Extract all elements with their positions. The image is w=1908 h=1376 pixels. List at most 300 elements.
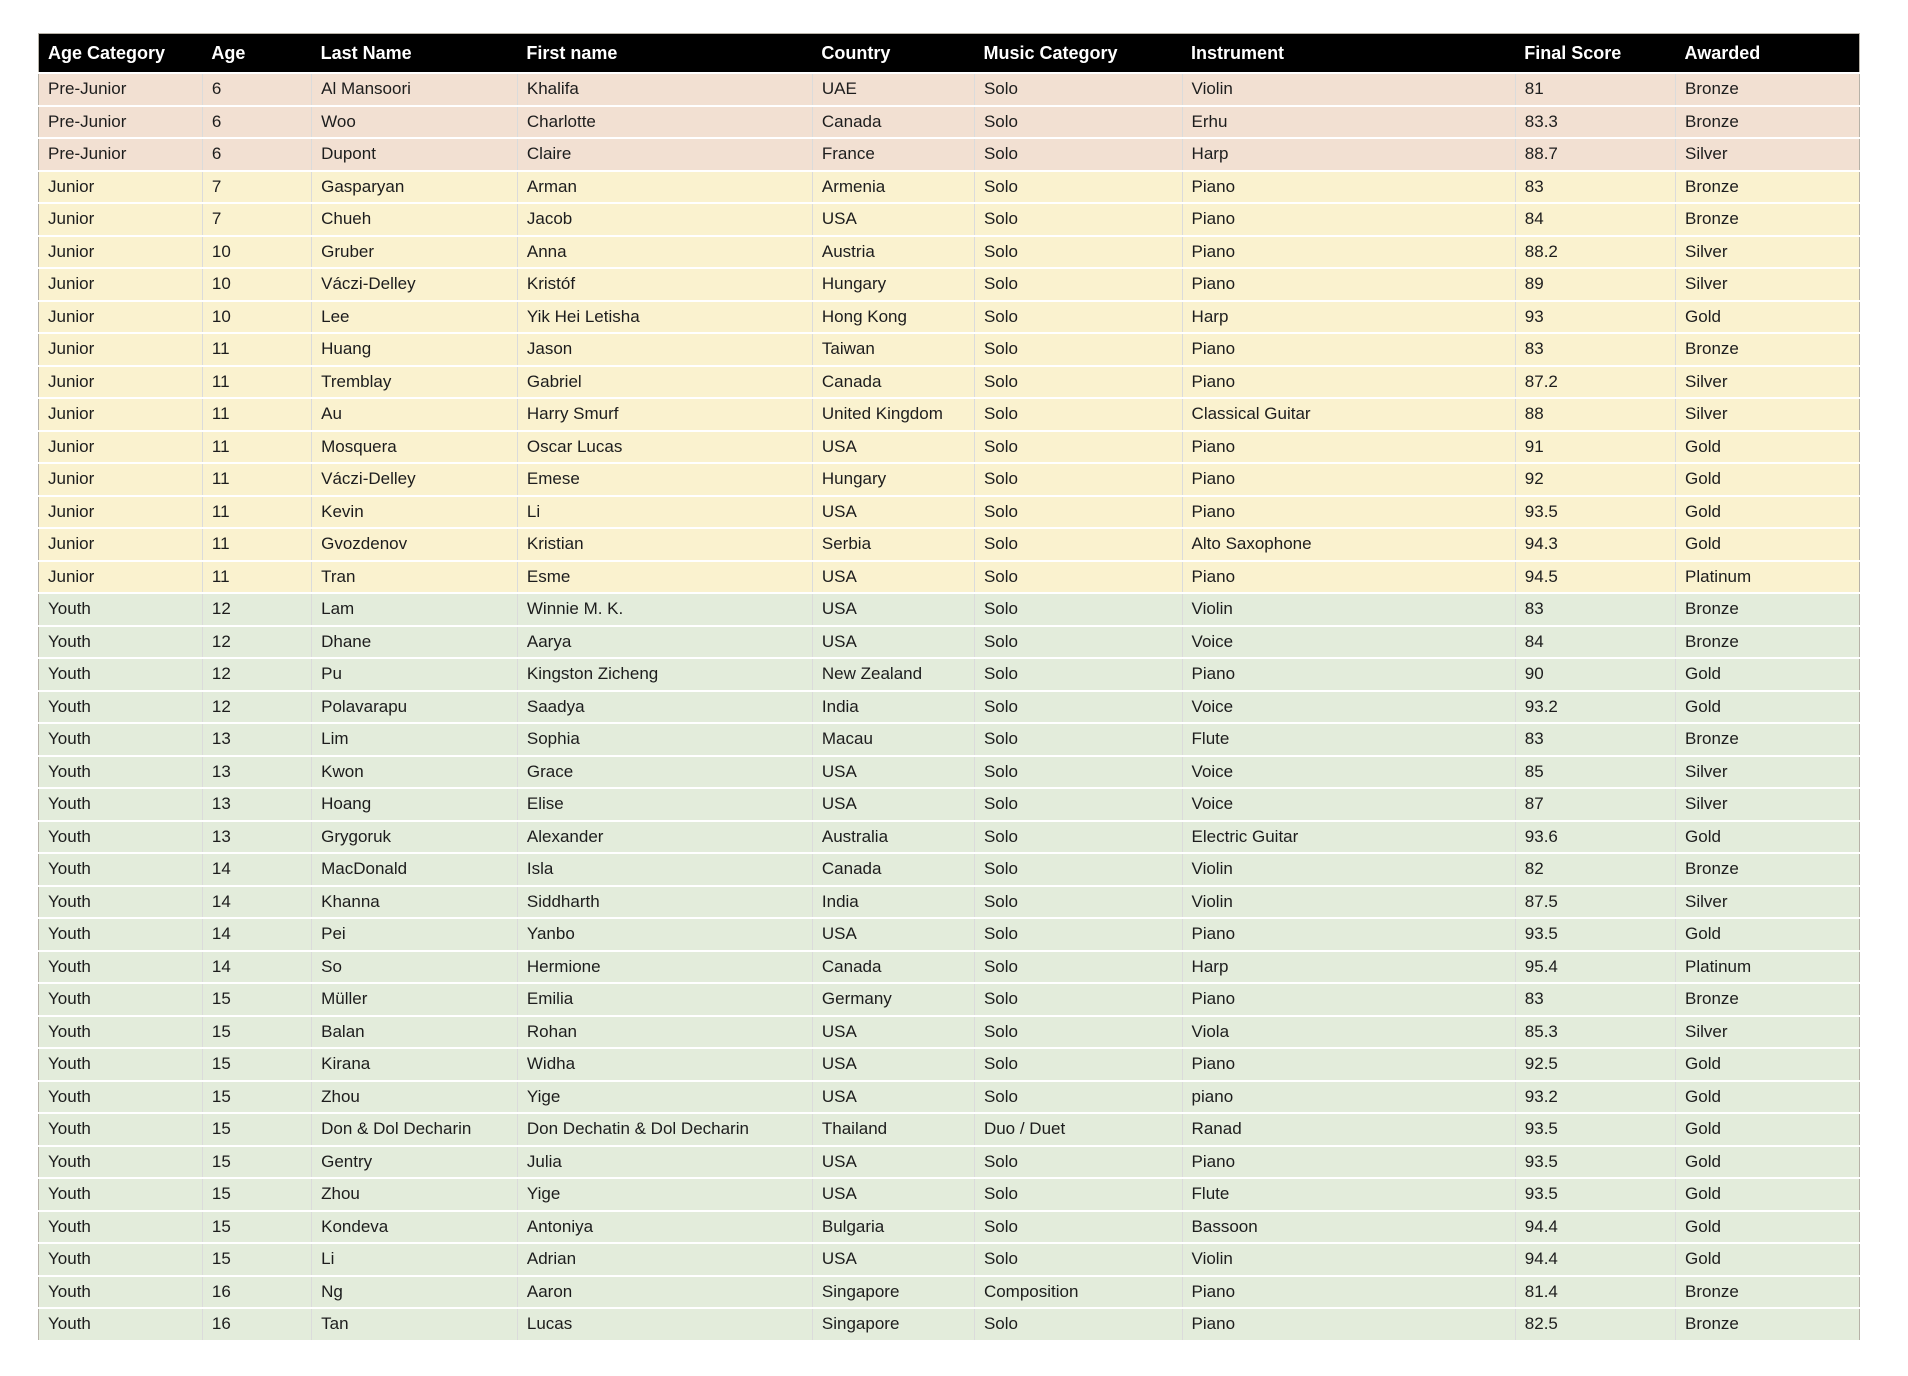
table-cell: 14 (202, 886, 311, 919)
table-row (39, 691, 1860, 724)
table-cell: Youth (39, 918, 203, 951)
table-cell: 15 (202, 1146, 311, 1179)
table-cell: Youth (39, 1016, 203, 1049)
table-cell: Li (517, 496, 812, 529)
table-row (39, 1178, 1860, 1211)
table-cell: Woo (312, 106, 518, 139)
table-cell: USA (812, 431, 974, 464)
table-cell: 10 (202, 236, 311, 269)
table-cell: Tan (312, 1308, 518, 1341)
table-cell: Silver (1676, 1016, 1860, 1049)
table-cell: Gold (1676, 1178, 1860, 1211)
table-cell: Composition (974, 1276, 1182, 1309)
table-cell: UAE (812, 73, 974, 106)
table-cell: Khalifa (517, 73, 812, 106)
table-cell: USA (812, 496, 974, 529)
table-cell: Gold (1676, 431, 1860, 464)
table-cell: Harp (1182, 138, 1515, 171)
table-cell: 11 (202, 463, 311, 496)
table-row (39, 106, 1860, 139)
table-cell: 90 (1515, 658, 1675, 691)
table-cell: 6 (202, 106, 311, 139)
table-cell: Antoniya (517, 1211, 812, 1244)
table-cell: Solo (974, 723, 1182, 756)
table-cell: Youth (39, 1276, 203, 1309)
table-row (39, 138, 1860, 171)
table-row (39, 821, 1860, 854)
table-cell: Solo (974, 301, 1182, 334)
table-cell: 94.4 (1515, 1243, 1675, 1276)
table-cell: Harp (1182, 301, 1515, 334)
table-cell: India (812, 691, 974, 724)
table-cell: Piano (1182, 1276, 1515, 1309)
table-cell: Youth (39, 1211, 203, 1244)
table-cell: 93.5 (1515, 1113, 1675, 1146)
table-cell: Gold (1676, 301, 1860, 334)
table-cell: Pre-Junior (39, 73, 203, 106)
table-cell: 15 (202, 1243, 311, 1276)
table-cell: Solo (974, 431, 1182, 464)
column-header-country: Country (812, 34, 974, 74)
table-cell: Solo (974, 1308, 1182, 1341)
table-cell: Kristóf (517, 268, 812, 301)
table-cell: 82.5 (1515, 1308, 1675, 1341)
table-row (39, 203, 1860, 236)
table-cell: Huang (312, 333, 518, 366)
table-cell: Piano (1182, 268, 1515, 301)
table-cell: 93.5 (1515, 1178, 1675, 1211)
table-cell: 88 (1515, 398, 1675, 431)
table-cell: Ranad (1182, 1113, 1515, 1146)
table-cell: Harry Smurf (517, 398, 812, 431)
table-cell: Junior (39, 333, 203, 366)
table-cell: Oscar Lucas (517, 431, 812, 464)
table-cell: Dupont (312, 138, 518, 171)
table-cell: Piano (1182, 1048, 1515, 1081)
table-cell: USA (812, 918, 974, 951)
table-cell: Grace (517, 756, 812, 789)
table-cell: 11 (202, 333, 311, 366)
table-cell: Solo (974, 1178, 1182, 1211)
table-cell: 81 (1515, 73, 1675, 106)
table-cell: Piano (1182, 918, 1515, 951)
table-cell: Voice (1182, 756, 1515, 789)
table-cell: Pre-Junior (39, 138, 203, 171)
table-cell: 83 (1515, 983, 1675, 1016)
table-cell: 15 (202, 1016, 311, 1049)
table-cell: Hoang (312, 788, 518, 821)
table-cell: Solo (974, 821, 1182, 854)
table-cell: Bronze (1676, 106, 1860, 139)
table-cell: Solo (974, 496, 1182, 529)
table-cell: Don Dechatin & Dol Decharin (517, 1113, 812, 1146)
table-cell: USA (812, 1243, 974, 1276)
table-cell: Bronze (1676, 1308, 1860, 1341)
table-cell: Aarya (517, 626, 812, 659)
table-cell: Voice (1182, 788, 1515, 821)
table-row (39, 788, 1860, 821)
column-header-music-category: Music Category (974, 34, 1182, 74)
table-cell: Bassoon (1182, 1211, 1515, 1244)
table-cell: 94.4 (1515, 1211, 1675, 1244)
table-cell: Violin (1182, 73, 1515, 106)
table-cell: Bronze (1676, 723, 1860, 756)
table-cell: Junior (39, 366, 203, 399)
table-cell: Singapore (812, 1308, 974, 1341)
table-cell: Bronze (1676, 626, 1860, 659)
table-cell: Mosquera (312, 431, 518, 464)
table-cell: 87.5 (1515, 886, 1675, 919)
table-cell: Silver (1676, 366, 1860, 399)
column-header-last-name: Last Name (312, 34, 518, 74)
table-cell: Pu (312, 658, 518, 691)
table-cell: Gentry (312, 1146, 518, 1179)
table-cell: Erhu (1182, 106, 1515, 139)
table-cell: Bronze (1676, 203, 1860, 236)
header-row (39, 34, 1860, 74)
table-cell: Platinum (1676, 951, 1860, 984)
table-cell: 13 (202, 821, 311, 854)
table-cell: Solo (974, 1081, 1182, 1114)
table-cell: Pre-Junior (39, 106, 203, 139)
table-cell: Váczi-Delley (312, 463, 518, 496)
table-row (39, 236, 1860, 269)
table-cell: Junior (39, 528, 203, 561)
table-header (39, 34, 1860, 74)
table-cell: 15 (202, 1178, 311, 1211)
table-row (39, 983, 1860, 1016)
table-cell: 88.2 (1515, 236, 1675, 269)
table-cell: Bronze (1676, 171, 1860, 204)
table-cell: 16 (202, 1308, 311, 1341)
table-cell: Austria (812, 236, 974, 269)
table-cell: Kondeva (312, 1211, 518, 1244)
table-cell: 11 (202, 528, 311, 561)
table-cell: Solo (974, 106, 1182, 139)
table-cell: 15 (202, 1081, 311, 1114)
table-cell: 11 (202, 496, 311, 529)
table-cell: 12 (202, 593, 311, 626)
column-header-age: Age (202, 34, 311, 74)
table-cell: Platinum (1676, 561, 1860, 594)
table-row (39, 1048, 1860, 1081)
table-cell: 10 (202, 268, 311, 301)
table-cell: Gold (1676, 1211, 1860, 1244)
table-cell: Youth (39, 886, 203, 919)
table-cell: Pei (312, 918, 518, 951)
table-cell: Müller (312, 983, 518, 1016)
table-cell: Australia (812, 821, 974, 854)
column-header-final-score: Final Score (1515, 34, 1675, 74)
table-cell: Yige (517, 1081, 812, 1114)
table-cell: Piano (1182, 658, 1515, 691)
table-cell: Elise (517, 788, 812, 821)
table-cell: Germany (812, 983, 974, 1016)
table-cell: Gold (1676, 1113, 1860, 1146)
table-cell: Solo (974, 73, 1182, 106)
table-cell: Julia (517, 1146, 812, 1179)
table-cell: Silver (1676, 268, 1860, 301)
table-cell: Youth (39, 951, 203, 984)
table-cell: Piano (1182, 333, 1515, 366)
table-row (39, 951, 1860, 984)
table-cell: Junior (39, 203, 203, 236)
table-row (39, 658, 1860, 691)
table-cell: 15 (202, 1211, 311, 1244)
table-cell: 15 (202, 1113, 311, 1146)
table-row (39, 463, 1860, 496)
table-cell: Voice (1182, 691, 1515, 724)
table-cell: Solo (974, 463, 1182, 496)
table-cell: Alexander (517, 821, 812, 854)
table-row (39, 73, 1860, 106)
table-cell: Dhane (312, 626, 518, 659)
table-cell: Classical Guitar (1182, 398, 1515, 431)
table-cell: Kevin (312, 496, 518, 529)
table-cell: 14 (202, 918, 311, 951)
table-cell: Saadya (517, 691, 812, 724)
table-cell: Yanbo (517, 918, 812, 951)
table-cell: Voice (1182, 626, 1515, 659)
table-cell: USA (812, 1178, 974, 1211)
table-cell: Bronze (1676, 983, 1860, 1016)
table-cell: USA (812, 1081, 974, 1114)
table-cell: Armenia (812, 171, 974, 204)
table-cell: Solo (974, 626, 1182, 659)
table-cell: Polavarapu (312, 691, 518, 724)
table-cell: Lam (312, 593, 518, 626)
table-cell: Gasparyan (312, 171, 518, 204)
table-cell: MacDonald (312, 853, 518, 886)
table-cell: Junior (39, 561, 203, 594)
table-row (39, 918, 1860, 951)
table-cell: Bronze (1676, 593, 1860, 626)
table-cell: Solo (974, 203, 1182, 236)
table-cell: 83.3 (1515, 106, 1675, 139)
table-cell: Piano (1182, 1308, 1515, 1341)
table-cell: 7 (202, 171, 311, 204)
table-cell: United Kingdom (812, 398, 974, 431)
table-cell: USA (812, 203, 974, 236)
table-cell: France (812, 138, 974, 171)
table-cell: Solo (974, 658, 1182, 691)
table-cell: Youth (39, 756, 203, 789)
table-cell: Youth (39, 1308, 203, 1341)
table-cell: Isla (517, 853, 812, 886)
table-cell: Solo (974, 1048, 1182, 1081)
table-cell: Silver (1676, 886, 1860, 919)
table-cell: 11 (202, 431, 311, 464)
table-cell: USA (812, 756, 974, 789)
table-cell: USA (812, 593, 974, 626)
table-cell: 84 (1515, 203, 1675, 236)
table-cell: Junior (39, 463, 203, 496)
table-cell: Youth (39, 1113, 203, 1146)
table-cell: Piano (1182, 561, 1515, 594)
table-cell: Tran (312, 561, 518, 594)
table-row (39, 1016, 1860, 1049)
table-cell: 94.5 (1515, 561, 1675, 594)
table-cell: Canada (812, 853, 974, 886)
table-cell: Gold (1676, 463, 1860, 496)
table-cell: USA (812, 1016, 974, 1049)
table-cell: Canada (812, 106, 974, 139)
table-cell: Al Mansoori (312, 73, 518, 106)
table-cell: Piano (1182, 463, 1515, 496)
table-cell: Solo (974, 138, 1182, 171)
table-cell: Gold (1676, 528, 1860, 561)
table-cell: Junior (39, 301, 203, 334)
table-cell: Violin (1182, 886, 1515, 919)
table-cell: 93.5 (1515, 496, 1675, 529)
table-cell: Solo (974, 1211, 1182, 1244)
table-cell: 12 (202, 691, 311, 724)
table-cell: Khanna (312, 886, 518, 919)
table-row (39, 1243, 1860, 1276)
table-cell: Solo (974, 951, 1182, 984)
table-cell: Macau (812, 723, 974, 756)
table-cell: 11 (202, 398, 311, 431)
table-cell: Aaron (517, 1276, 812, 1309)
table-cell: Solo (974, 333, 1182, 366)
table-cell: Anna (517, 236, 812, 269)
table-cell: Violin (1182, 1243, 1515, 1276)
table-cell: Junior (39, 268, 203, 301)
table-cell: Flute (1182, 1178, 1515, 1211)
table-cell: 87.2 (1515, 366, 1675, 399)
table-cell: Arman (517, 171, 812, 204)
table-cell: Piano (1182, 983, 1515, 1016)
table-cell: 13 (202, 756, 311, 789)
table-cell: Gruber (312, 236, 518, 269)
table-cell: Solo (974, 1146, 1182, 1179)
table-cell: Youth (39, 1178, 203, 1211)
table-cell: Lucas (517, 1308, 812, 1341)
table-cell: Bronze (1676, 73, 1860, 106)
table-cell: Piano (1182, 366, 1515, 399)
table-cell: Rohan (517, 1016, 812, 1049)
table-cell: USA (812, 788, 974, 821)
table-cell: Gold (1676, 918, 1860, 951)
table-cell: Solo (974, 593, 1182, 626)
column-header-first-name: First name (517, 34, 812, 74)
table-cell: Gold (1676, 1146, 1860, 1179)
table-cell: 15 (202, 983, 311, 1016)
column-header-awarded: Awarded (1676, 34, 1860, 74)
table-cell: Chueh (312, 203, 518, 236)
table-cell: Grygoruk (312, 821, 518, 854)
results-table-container (38, 33, 1860, 1342)
table-row (39, 171, 1860, 204)
table-cell: Hungary (812, 268, 974, 301)
table-cell: Junior (39, 236, 203, 269)
table-cell: Li (312, 1243, 518, 1276)
table-cell: 83 (1515, 333, 1675, 366)
table-row (39, 333, 1860, 366)
table-cell: 89 (1515, 268, 1675, 301)
table-cell: Youth (39, 658, 203, 691)
table-cell: Silver (1676, 398, 1860, 431)
table-row (39, 1308, 1860, 1341)
table-cell: 7 (202, 203, 311, 236)
table-row (39, 301, 1860, 334)
table-cell: USA (812, 1146, 974, 1179)
table-cell: 11 (202, 366, 311, 399)
table-cell: 10 (202, 301, 311, 334)
table-cell: Jacob (517, 203, 812, 236)
table-cell: Gold (1676, 1081, 1860, 1114)
table-cell: Serbia (812, 528, 974, 561)
table-cell: Youth (39, 723, 203, 756)
table-cell: Silver (1676, 756, 1860, 789)
table-cell: 88.7 (1515, 138, 1675, 171)
table-cell: Solo (974, 398, 1182, 431)
table-cell: Kristian (517, 528, 812, 561)
table-cell: Don & Dol Decharin (312, 1113, 518, 1146)
table-cell: 92 (1515, 463, 1675, 496)
column-header-age-category: Age Category (39, 34, 203, 74)
table-cell: Alto Saxophone (1182, 528, 1515, 561)
table-row (39, 1113, 1860, 1146)
table-cell: 14 (202, 853, 311, 886)
table-cell: Zhou (312, 1178, 518, 1211)
table-cell: Bronze (1676, 1276, 1860, 1309)
table-cell: Youth (39, 1081, 203, 1114)
table-cell: 11 (202, 561, 311, 594)
table-cell: Esme (517, 561, 812, 594)
table-cell: Flute (1182, 723, 1515, 756)
table-cell: Piano (1182, 203, 1515, 236)
table-cell: Jason (517, 333, 812, 366)
table-cell: Piano (1182, 236, 1515, 269)
table-cell: Silver (1676, 788, 1860, 821)
table-cell: Gold (1676, 1048, 1860, 1081)
table-cell: 93.5 (1515, 1146, 1675, 1179)
table-row (39, 366, 1860, 399)
table-cell: Solo (974, 366, 1182, 399)
table-cell: New Zealand (812, 658, 974, 691)
table-row (39, 1276, 1860, 1309)
table-cell: Youth (39, 593, 203, 626)
table-cell: Solo (974, 756, 1182, 789)
table-cell: Kirana (312, 1048, 518, 1081)
table-cell: Solo (974, 983, 1182, 1016)
table-cell: Adrian (517, 1243, 812, 1276)
table-cell: Bronze (1676, 853, 1860, 886)
table-cell: Hong Kong (812, 301, 974, 334)
table-cell: Solo (974, 561, 1182, 594)
table-cell: Gabriel (517, 366, 812, 399)
table-cell: Silver (1676, 236, 1860, 269)
table-cell: Emilia (517, 983, 812, 1016)
table-cell: Solo (974, 1016, 1182, 1049)
table-cell: Piano (1182, 496, 1515, 529)
table-body (39, 73, 1860, 1341)
table-cell: Electric Guitar (1182, 821, 1515, 854)
table-cell: 95.4 (1515, 951, 1675, 984)
table-cell: Youth (39, 1048, 203, 1081)
table-cell: Solo (974, 853, 1182, 886)
table-cell: Gold (1676, 1243, 1860, 1276)
table-cell: Canada (812, 951, 974, 984)
table-cell: Piano (1182, 171, 1515, 204)
table-cell: Zhou (312, 1081, 518, 1114)
table-cell: 93.2 (1515, 691, 1675, 724)
table-cell: Emese (517, 463, 812, 496)
table-cell: Youth (39, 626, 203, 659)
table-cell: USA (812, 1048, 974, 1081)
table-row (39, 431, 1860, 464)
